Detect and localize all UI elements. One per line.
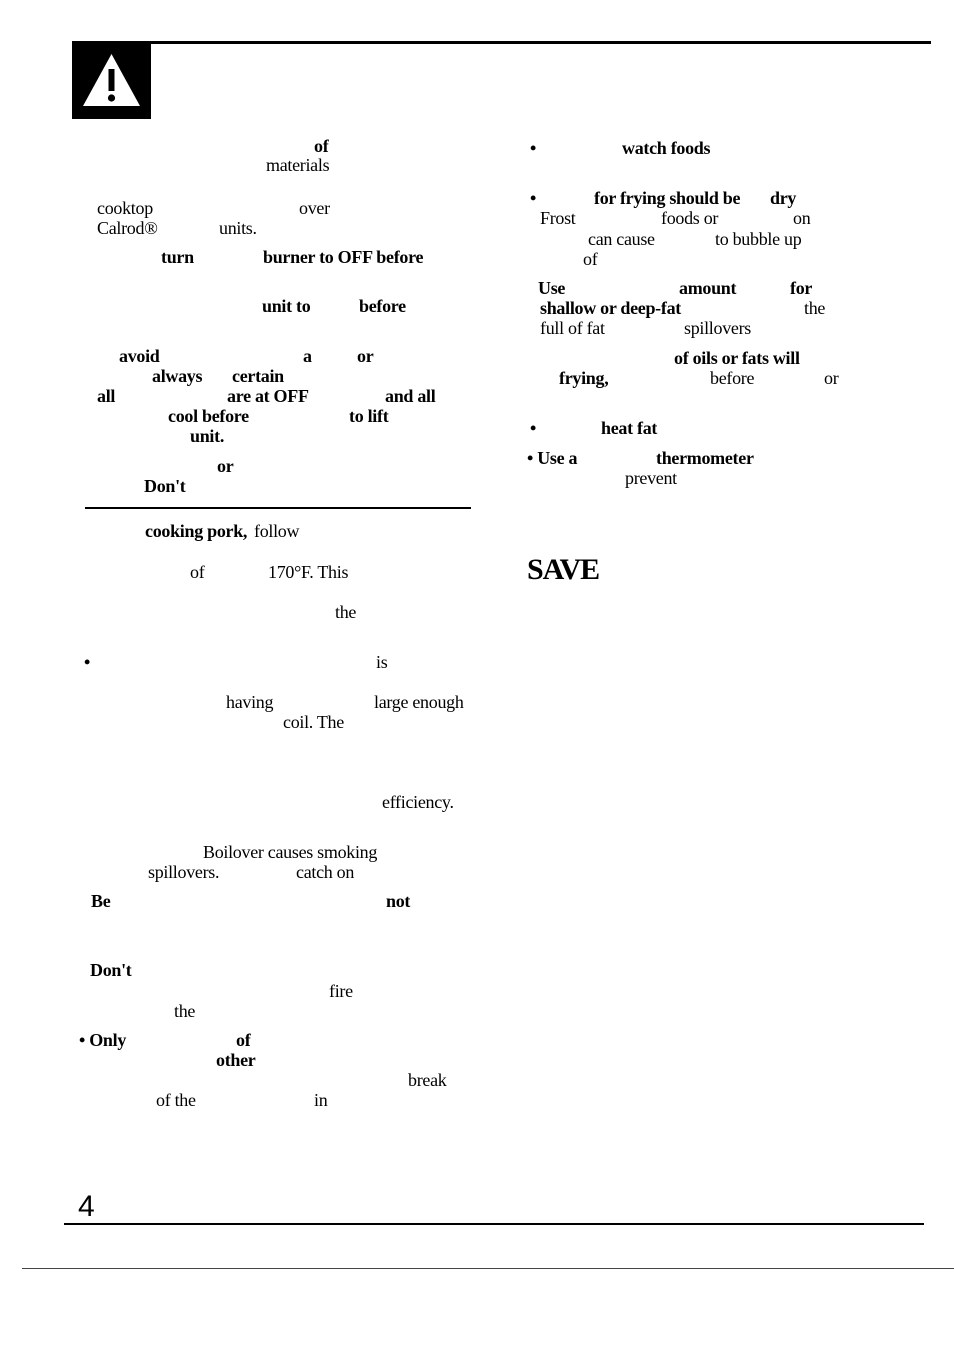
text-fragment: amount	[679, 278, 737, 298]
text-fragment: spillovers.	[148, 862, 220, 882]
text-fragment: not	[386, 891, 411, 911]
text-fragment: over	[299, 198, 330, 218]
text-fragment: to lift	[349, 406, 389, 426]
text-fragment: Be	[91, 891, 111, 911]
text-fragment: before	[359, 296, 406, 316]
text-fragment: of	[583, 249, 598, 269]
text-fragment: frying,	[559, 368, 609, 388]
warning-triangle-icon	[80, 51, 143, 109]
text-fragment: or	[824, 368, 839, 388]
text-fragment: of	[190, 562, 205, 582]
text-fragment: is	[376, 652, 388, 672]
text-fragment: of oils or fats will	[674, 348, 800, 368]
text-fragment: for	[790, 278, 813, 298]
text-fragment: can cause	[588, 229, 655, 249]
text-fragment: catch on	[296, 862, 355, 882]
text-fragment: dry	[770, 188, 797, 208]
text-fragment: of	[314, 136, 329, 156]
text-fragment: unit.	[190, 426, 225, 446]
text-fragment: burner to OFF before	[263, 247, 424, 267]
text-fragment: • Use a	[527, 448, 578, 468]
text-fragment: fire	[329, 981, 353, 1001]
footer-rule	[64, 1223, 924, 1225]
text-fragment: having	[226, 692, 274, 712]
text-fragment: are at OFF	[227, 386, 309, 406]
header-rule	[151, 41, 931, 44]
text-fragment: a	[303, 346, 312, 366]
section-divider	[85, 507, 471, 509]
text-fragment: in	[314, 1090, 328, 1110]
text-fragment: unit to	[262, 296, 311, 316]
text-fragment: or	[217, 456, 234, 476]
text-fragment: •	[530, 418, 537, 438]
text-fragment: •	[84, 652, 91, 672]
text-fragment: spillovers	[684, 318, 751, 338]
text-fragment: for frying should be	[594, 188, 741, 208]
text-fragment: Calrod®	[97, 218, 158, 238]
text-fragment: prevent	[625, 468, 677, 488]
text-fragment: thermometer	[656, 448, 754, 468]
text-fragment: on	[793, 208, 811, 228]
text-fragment: follow	[254, 521, 300, 541]
text-fragment: shallow or deep-fat	[540, 298, 681, 318]
text-fragment: cooktop	[97, 198, 153, 218]
text-fragment: certain	[232, 366, 284, 386]
text-fragment: break	[408, 1070, 447, 1090]
text-fragment: heat fat	[601, 418, 658, 438]
text-fragment: Boilover causes smoking	[203, 842, 378, 862]
text-fragment: the	[174, 1001, 196, 1021]
text-fragment: full of fat	[540, 318, 605, 338]
page-bottom-rule	[22, 1268, 954, 1269]
page-number: 4	[78, 1190, 95, 1223]
text-fragment: watch foods	[622, 138, 711, 158]
text-fragment: or	[357, 346, 374, 366]
text-fragment: •	[530, 138, 537, 158]
text-fragment: • Only	[79, 1030, 127, 1050]
text-fragment: avoid	[119, 346, 160, 366]
text-fragment: to bubble up	[715, 229, 802, 249]
text-fragment: •	[530, 188, 537, 208]
text-fragment: foods or	[661, 208, 719, 228]
text-fragment: cooking pork,	[145, 521, 248, 541]
text-fragment: coil. The	[283, 712, 344, 732]
text-fragment: of the	[156, 1090, 196, 1110]
text-fragment: Use	[538, 278, 566, 298]
text-fragment: and all	[385, 386, 436, 406]
save-heading: SAVE	[527, 553, 600, 586]
text-fragment: efficiency.	[382, 792, 454, 812]
text-fragment: always	[152, 366, 203, 386]
text-fragment: Don't	[144, 476, 186, 496]
text-fragment: turn	[161, 247, 194, 267]
text-fragment: the	[804, 298, 826, 318]
text-fragment: before	[710, 368, 755, 388]
text-fragment: 170°F. This	[268, 562, 349, 582]
text-fragment: large enough	[374, 692, 464, 712]
warning-box	[72, 41, 151, 119]
text-fragment: units.	[219, 218, 257, 238]
text-fragment: other	[216, 1050, 256, 1070]
text-fragment: all	[97, 386, 116, 406]
text-fragment: Don't	[90, 960, 132, 980]
text-fragment: materials	[266, 155, 330, 175]
text-fragment: cool before	[168, 406, 249, 426]
text-fragment: the	[335, 602, 357, 622]
text-fragment: Frost	[540, 208, 576, 228]
text-fragment: of	[236, 1030, 251, 1050]
